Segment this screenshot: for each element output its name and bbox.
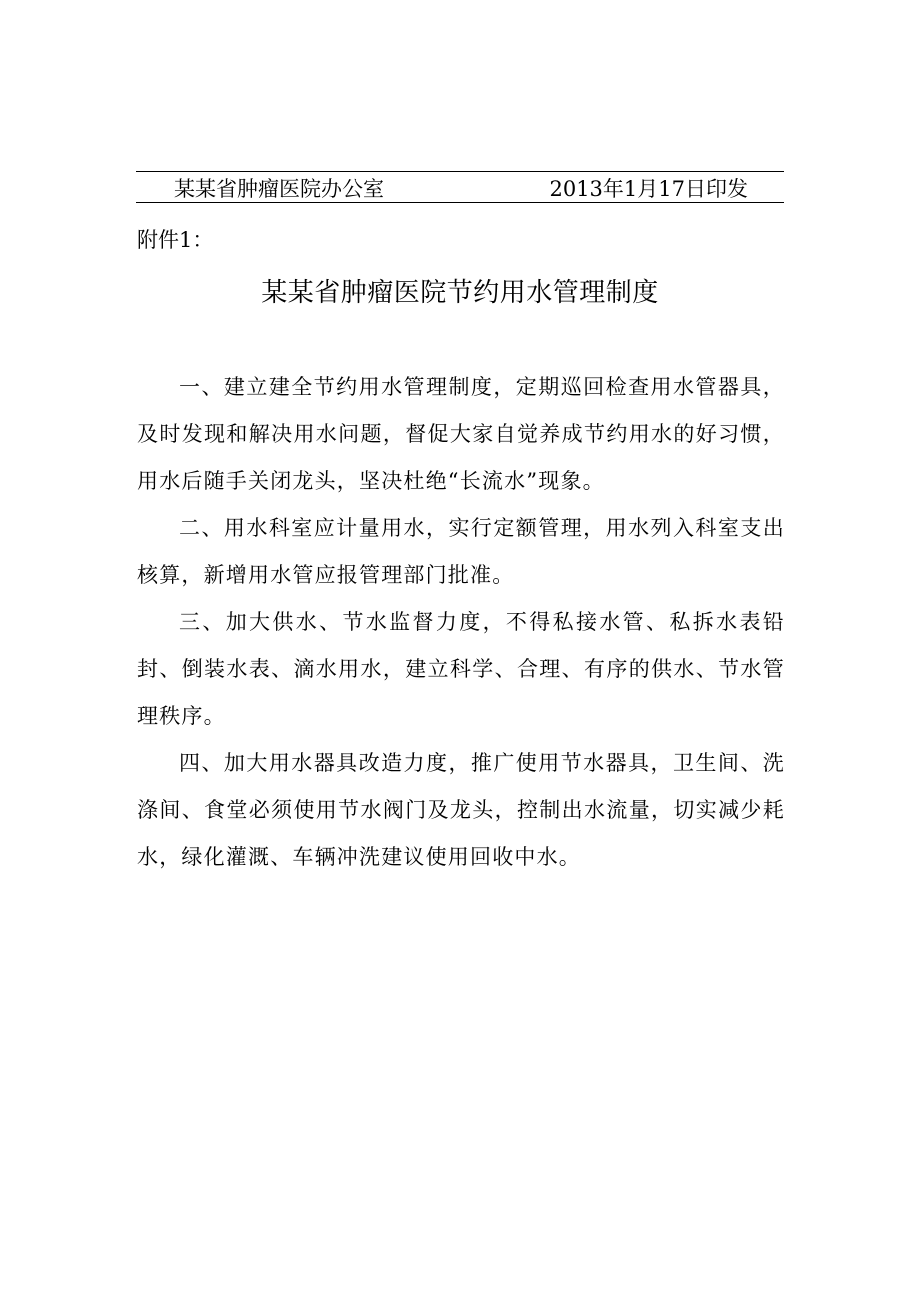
document-title: 某某省肿瘤医院节约用水管理制度	[261, 278, 659, 308]
issuer-office: 某某省肿瘤医院办公室	[174, 177, 384, 201]
attachment-label: 附件1：	[137, 228, 214, 252]
top-rule	[136, 171, 784, 172]
paragraph-3: 三、加大供水、节水监督力度，不得私接水管、私拆水表铅封、倒装水表、滴水用水，建立科学、合理、有序的供水、节水管理秩序。	[137, 610, 785, 728]
paragraph-1: 一、建立建全节约用水管理制度，定期巡回检查用水管器具，及时发现和解决用水问题，督促大家自觉养成节约用水的好习惯，用水后随手关闭龙头，坚决杜绝“长流水”现象。	[137, 375, 785, 493]
document-body	[137, 364, 785, 881]
issue-date: 2013年1月17日印发	[549, 177, 748, 201]
bottom-rule	[136, 202, 784, 203]
paragraph-4: 四、加大用水器具改造力度，推广使用节水器具，卫生间、洗涤间、食堂必须使用节水阀门及龙头，控制出水流量，切实减少耗水，绿化灌溉、车辆冲洗建议使用回收中水。	[137, 751, 785, 869]
paragraph-2: 二、用水科室应计量用水，实行定额管理，用水列入科室支出核算，新增用水管应报管理部门批准。	[137, 516, 785, 587]
issue-info-row	[136, 174, 784, 204]
